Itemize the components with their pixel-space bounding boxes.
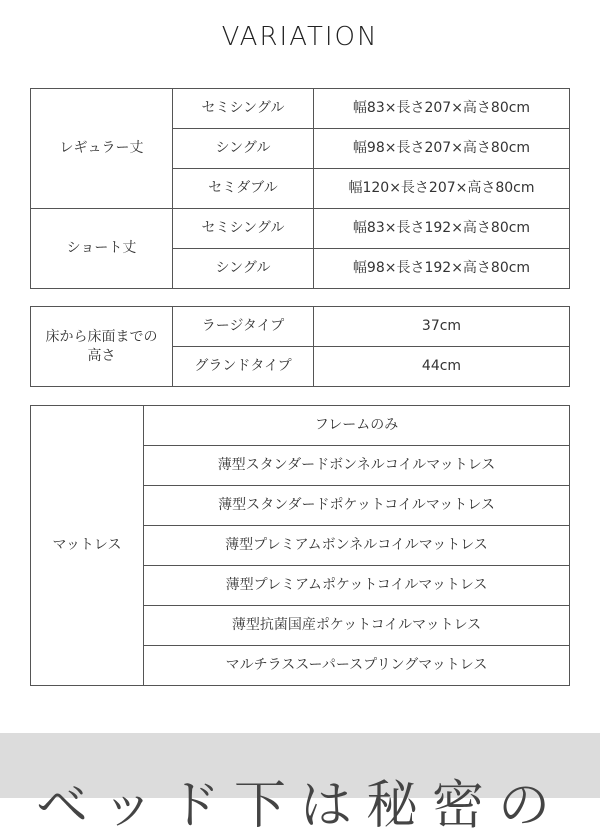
floor-height-value: 37cm [314,307,570,347]
mattress-options-table [30,405,570,686]
floor-height-table [30,306,570,387]
frame-type: ラージタイプ [173,307,314,347]
table-row [31,406,570,446]
bed-dimensions: 幅98×長さ192×高さ80cm [314,249,570,289]
floor-height-label-line1: 床から床面までの [45,329,158,346]
bed-dimensions: 幅83×長さ192×高さ80cm [314,209,570,249]
size-variation-table [30,88,570,289]
table-row [31,209,570,249]
mattress-option: マルチラススーパースプリングマットレス [144,646,570,686]
bed-size-type: セミシングル [173,209,314,249]
floor-height-label-line2: 高さ [87,347,116,364]
bed-size-type: セミダブル [173,169,314,209]
bed-dimensions: 幅98×長さ207×高さ80cm [314,129,570,169]
length-group-label: レギュラー丈 [31,89,173,209]
mattress-option: 薄型抗菌国産ポケットコイルマットレス [144,606,570,646]
mattress-option: 薄型スタンダードポケットコイルマットレス [144,486,570,526]
length-group-label: ショート丈 [31,209,173,289]
mattress-option: 薄型プレミアムボンネルコイルマットレス [144,526,570,566]
bed-dimensions: 幅83×長さ207×高さ80cm [314,89,570,129]
table-row [31,89,570,129]
banner-heading: ベッド下は秘密の [35,776,564,836]
bed-size-type: シングル [173,249,314,289]
mattress-label: マットレス [31,406,144,686]
frame-type: グランドタイプ [173,347,314,387]
mattress-option: 薄型スタンダードボンネルコイルマットレス [144,446,570,486]
floor-height-label [31,307,173,387]
bed-dimensions: 幅120×長さ207×高さ80cm [314,169,570,209]
mattress-option: フレームのみ [144,406,570,446]
page-title: VARIATION [221,22,379,52]
floor-height-value: 44cm [314,347,570,387]
table-row [31,307,570,347]
mattress-option: 薄型プレミアムポケットコイルマットレス [144,566,570,606]
bed-size-type: セミシングル [173,89,314,129]
bed-size-type: シングル [173,129,314,169]
feature-banner [0,733,600,836]
